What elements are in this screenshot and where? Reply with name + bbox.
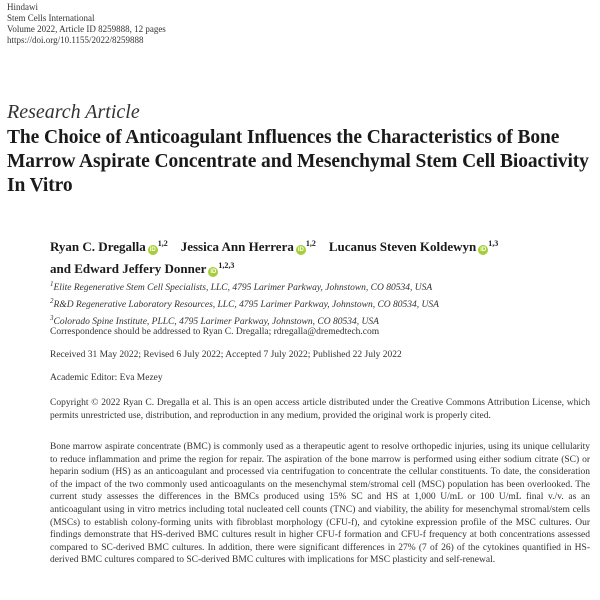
orcid-icon[interactable]: iD — [149, 247, 156, 253]
affiliations — [50, 278, 439, 329]
article-type: Research Article — [7, 101, 140, 123]
author — [181, 239, 326, 254]
journal-name: Stem Cells International — [7, 13, 95, 23]
author-name: Jessica Ann Herrera — [180, 239, 294, 254]
author-name: Lucanus Steven Koldewyn — [328, 239, 477, 254]
author-affil-sup: 1,2 — [305, 239, 316, 248]
author-name: Ryan C. Dregalla — [50, 239, 146, 254]
author-affil-sup: 1,2 — [157, 239, 168, 248]
orcid-icon[interactable]: iD — [297, 247, 304, 253]
orcid-icon[interactable]: iD — [480, 247, 487, 253]
copyright-notice: Copyright © 2022 Ryan C. Dregalla et al. This is an open access article distributed under the Creative Commons Attribution License, which permits unrestricted use, distribution, and reproduction in any medium, provided the original work is properly cited. — [50, 398, 590, 421]
affiliation: $^2$R&D Regenerative Laboratory Resources, LLC, 4795 Larimer Parkway, Johnstown, CO 80534, USA — [50, 297, 439, 310]
academic-editor: Academic Editor: Eva Mezey — [50, 373, 163, 383]
correspondence: Correspondence should be addressed to Ryan C. Dregalla; rdregalla@dremedtech.com — [50, 327, 380, 337]
volume-line: Volume 2022, Article ID 8259888, 12 pages — [7, 24, 166, 34]
author-name: and Edward Jeffery Donner — [50, 261, 207, 276]
author-affil-sup: 1,2,3 — [218, 261, 235, 270]
affiliation: $^1$Elite Regenerative Stem Cell Specialists, LLC, 4795 Larimer Parkway, Johnstown, CO 80534, USA — [50, 280, 433, 293]
publisher-name: Hindawi — [7, 2, 38, 12]
masthead — [7, 2, 166, 46]
article-title: The Choice of Anticoagulant Influences the Characteristics of Bone Marrow Aspirate Concentrate and Mesenchymal Stem Cell Bioactivity In Vitro — [7, 127, 589, 196]
author-list — [50, 234, 595, 278]
doi-link[interactable]: https://doi.org/10.1155/2022/8259888 — [7, 35, 144, 45]
author-affil-sup: 1,3 — [488, 239, 499, 248]
author — [50, 261, 234, 276]
author — [329, 239, 498, 254]
abstract: Bone marrow aspirate concentrate (BMC) is commonly used as a therapeutic agent to resolve orthopedic injuries, using its unique cellularity to reduce inflammation and prime the region for repair. The aspiration of the bone marrow is performed using either sodium citrate (SC) or heparin sodium (HS) as an anticoagulant and processed via centrifugation to concentrate the cellular constituents. To date, the consideration of the impact of the two commonly used anticoagulants on the mesenchymal stem/stromal cell (MSC) population has been overlooked. The current study assesses the differences in the BMCs produced using 15% SC and HS at 1,000 U/mL or 100 U/mL final v./v. as an anticoagulant using in vitro metrics including total nucleated cell counts (TNC) and viability, the ability for mesenchymal stromal/stem cells (MSCs) to establish colony-forming units with fibroblast morphology (CFU-f), and cytokine expression profile of the MSC cultures. Our findings demonstrate that HS-derived BMC cultures result in higher CFU-f formation and CFU-f frequency at both concentrations assessed compared to SC-derived BMC cultures. In addition, there were significant differences in 27% (7 of 26) of the cytokines quantified in HS-derived BMC cultures compared to SC-derived BMC cultures with implications for MSC plasticity and self-renewal. — [50, 442, 590, 566]
affiliation: $^3$Colorado Spine Institute, PLLC, 4795 Larimer Parkway, Johnstown, CO 80534, USA — [50, 314, 379, 327]
orcid-icon[interactable]: iD — [210, 269, 217, 275]
publication-dates: Received 31 May 2022; Revised 6 July 2022; Accepted 7 July 2022; Published 22 July 2022 — [50, 350, 402, 360]
author — [50, 239, 177, 254]
